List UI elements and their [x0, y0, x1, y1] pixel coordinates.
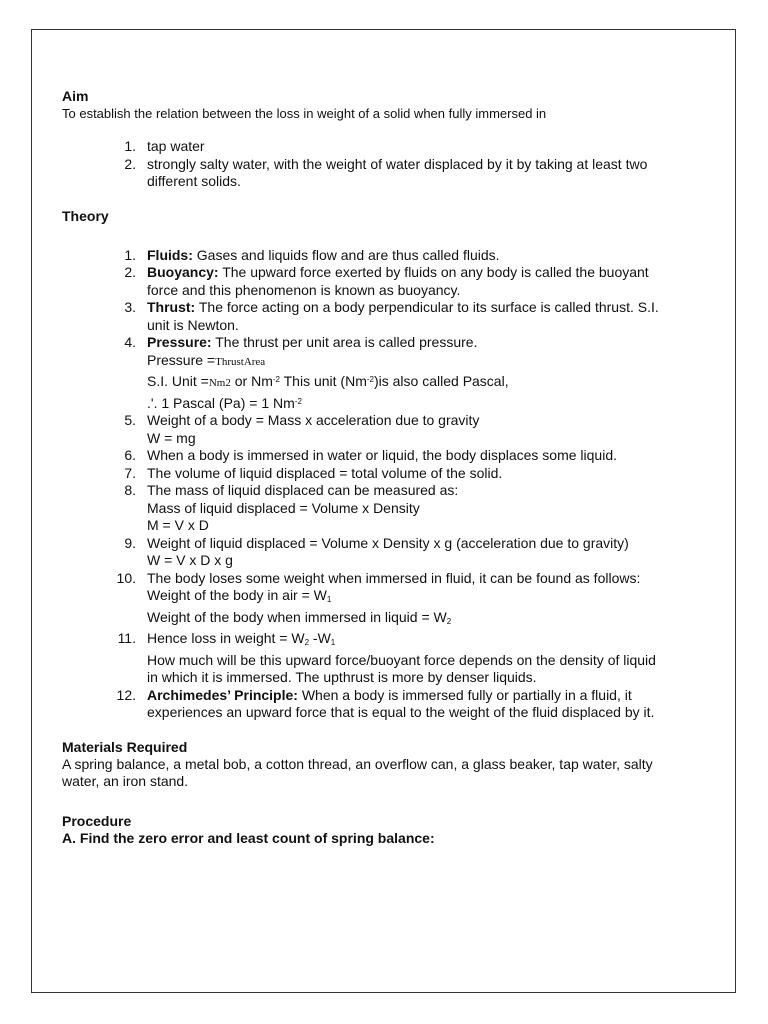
- aim-heading: Aim: [62, 88, 89, 104]
- list-item: 12. Archimedes’ Principle: When a body is immersed fully or partially in a fluid, it experiences an upward force that is equal to the weight of the fluid displaced by it.: [116, 686, 655, 720]
- procedure-subheading: A. Find the zero error and least count of spring balance:: [62, 829, 435, 846]
- list-item: 11. Hence loss in weight = $W_2$ $-W_1$ How much will be this upward force/buoyant force depends on the density of liquid in which it is immersed. The upthrust is more by denser liquids.: [117, 630, 656, 685]
- aim-list: [62, 138, 662, 191]
- list-item: 2. strongly salty water, with the weight of water displaced by it by taking at least two different solids.: [124, 155, 648, 189]
- list-item: 7. The volume of liquid displaced = total volume of the solid.: [124, 464, 503, 481]
- list-item: 4. Pressure: The thrust per unit area is called pressure. Pressure =ThrustArea S.I. Unit =Nm2 or $Nm^{-2}$ This unit $(Nm^{-2})is$ also called Pascal, .'. 1 Pascal (Pa) = 1 $Nm^{-2}$: [124, 334, 509, 411]
- document-content: [62, 57, 662, 847]
- list-item: 10. The body loses some weight when immersed in fluid, it can be found as follows: Weight of the body in air = $W_1$ Weight of the body when immersed in liquid = $W_2$: [116, 569, 641, 626]
- list-item: 1. Fluids: Gases and liquids flow and are thus called fluids.: [124, 246, 500, 263]
- list-item: 2. Buoyancy: The upward force exerted by fluids on any body is called the buoyant force and this phenomenon is known as buoyancy.: [124, 264, 649, 298]
- list-item: 3. Thrust: The force acting on a body perpendicular to its surface is called thrust. S.I. unit is Newton.: [124, 299, 659, 333]
- list-item: 9. Weight of liquid displaced = Volume x Density x g (acceleration due to gravity) W = V x D x g: [124, 534, 629, 568]
- list-item: 8. The mass of liquid displaced can be measured as: Mass of liquid displaced = Volume x Density M = V x D: [124, 482, 459, 533]
- theory-heading: Theory: [62, 207, 109, 224]
- list-item: 5. Weight of a body = Mass x acceleration due to gravity W = mg: [124, 412, 480, 446]
- list-item: 1. tap water: [124, 138, 205, 154]
- procedure-heading: Procedure: [62, 812, 132, 829]
- theory-list: [62, 247, 662, 722]
- list-item: 6. When a body is immersed in water or liquid, the body displaces some liquid.: [124, 447, 618, 463]
- aim-intro: To establish the relation between the loss in weight of a solid when fully immersed in: [62, 106, 547, 121]
- materials-heading: Materials Required: [62, 738, 188, 755]
- materials-text: A spring balance, a metal bob, a cotton thread, an overflow can, a glass beaker, tap water, salty water, an iron stand.: [62, 755, 653, 789]
